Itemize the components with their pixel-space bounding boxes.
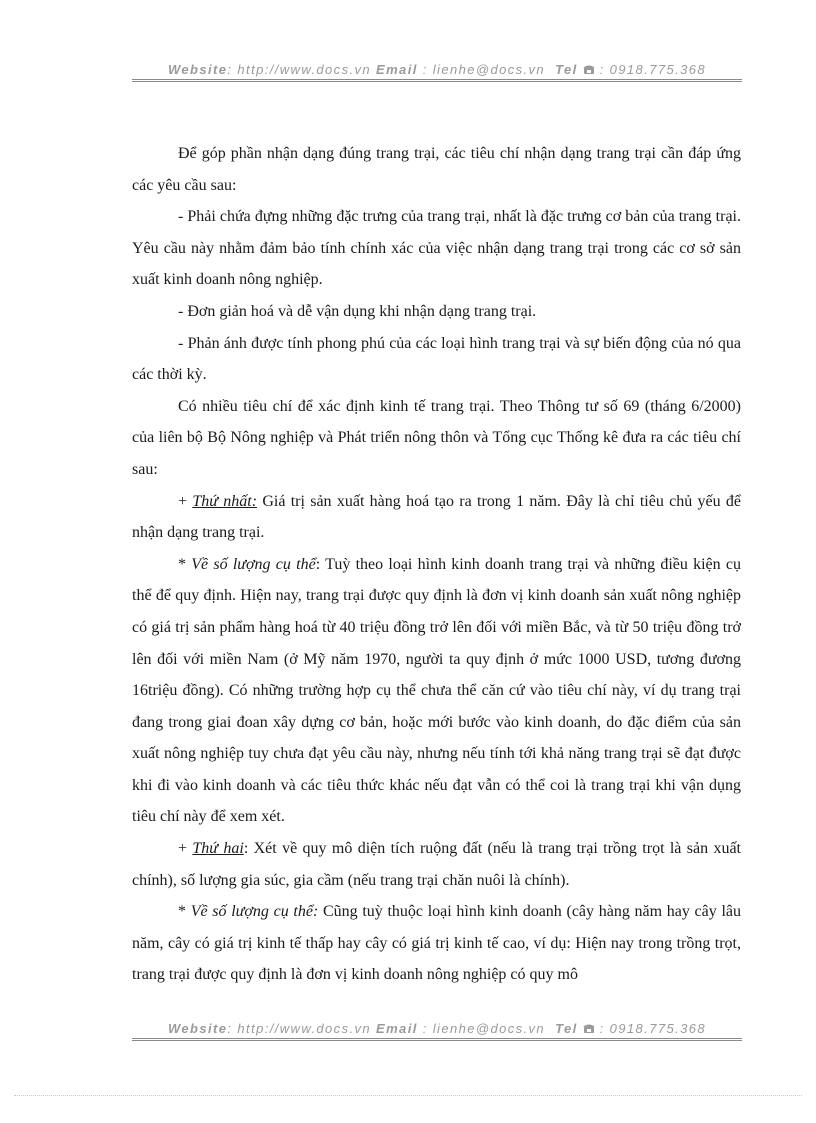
- section-label: Về số lượng cụ thể:: [190, 903, 319, 921]
- page-footer: [132, 1021, 742, 1036]
- paragraph-prefix: +: [178, 840, 193, 858]
- paragraph-text: Cũng tuỳ thuộc loại hình kinh doanh (cây hàng năm hay cây lâu năm, cây có giá trị kinh tế thấp hay cây có giá trị kinh tế cao, ví dụ: Hiện nay trong trồng trọt, trang trại được quy định là đơn vị kinh doanh nông nghiệp có quy mô: [132, 903, 741, 984]
- footer-rule: [132, 1038, 742, 1041]
- paragraph: - Phản ánh được tính phong phú của các loại hình trang trại và sự biến động của nó qua các thời kỳ.: [132, 334, 741, 384]
- footer-website-label: Website: [167, 1021, 228, 1036]
- footer-email-label: Email: [376, 1021, 418, 1036]
- section-label: Thứ nhất:: [192, 492, 258, 510]
- page-break-divider: [14, 1095, 802, 1096]
- paragraph-prefix: +: [178, 492, 193, 510]
- paragraph-text: : Xét về quy mô diện tích ruộng đất (nếu là trang trại trồng trọt là sản xuất chính), số lượng gia súc, gia cầm (nếu trang trại chăn nuôi là chính).: [132, 840, 742, 889]
- footer-tel-label: Tel: [555, 1021, 578, 1036]
- phone-icon: [583, 1021, 600, 1036]
- header-email-link[interactable]: : lienhe@docs.vn: [422, 62, 546, 77]
- paragraph: Có nhiều tiêu chí để xác định kinh tế trang trại. Theo Thông tư số 69 (tháng 6/2000) của liên bộ Bộ Nông nghiệp và Phát triển nông thôn và Tổng cục Thống kê đưa ra các tiêu chí sau:: [132, 397, 741, 478]
- paragraph: [132, 896, 741, 991]
- paragraph: [132, 833, 741, 896]
- section-label: Thứ hai: [192, 840, 244, 858]
- header-rule: [132, 79, 742, 82]
- header-tel-value: : 0918.775.368: [599, 62, 706, 77]
- paragraph-text: Giá trị sản xuất hàng hoá tạo ra trong 1 năm. Đây là chỉ tiêu chủ yếu để nhận dạng trang trại.: [132, 492, 742, 542]
- footer-tel-value: : 0918.775.368: [599, 1021, 706, 1036]
- document-body: [132, 138, 741, 991]
- paragraph-prefix: *: [178, 903, 191, 921]
- header-tel-label: Tel: [555, 62, 578, 77]
- paragraph-text: : Tuỳ theo loại hình kinh doanh trang trại và những điều kiện cụ thể để quy định. Hiện nay, trang trại được quy định là đơn vị kinh doanh sản xuất nông nghiệp có giá trị sản phẩm hàng hoá từ 40 triệu đồng trở lên đối với miền Bắc, và từ 50 triệu đồng trở lên đối với miền Nam (ở Mỹ năm 1970, người ta quy định ở mức 1000 USD, tương đương 16triệu đồng). Có những trường hợp cụ thể chưa thể căn cứ vào tiêu chí này, ví dụ trang trại đang trong giai đoan xây dựng cơ bản, hoặc mới bước vào kinh doanh, do đặc điểm của sản xuất nông nghiệp tuy chưa đạt yêu cầu này, nhưng nếu tính tới khả năng trang trại sẽ đạt được khi đi vào kinh doanh và các tiêu thức khác nếu đạt vẫn có thể coi là trang trại khi vận dụng tiêu chí này để xem xét.: [132, 555, 742, 826]
- section-label: Về số lượng cụ thể: [191, 555, 316, 573]
- footer-email-link[interactable]: : lienhe@docs.vn: [422, 1021, 546, 1036]
- footer-website-link[interactable]: : http://www.docs.vn: [227, 1021, 372, 1036]
- paragraph: - Đơn giản hoá và dễ vận dụng khi nhận dạng trang trại.: [178, 302, 537, 320]
- header-website-link[interactable]: : http://www.docs.vn: [227, 62, 372, 77]
- page-header: [132, 62, 742, 77]
- header-website-label: Website: [167, 62, 228, 77]
- header-email-label: Email: [376, 62, 418, 77]
- paragraph: [132, 549, 741, 833]
- paragraph: - Phải chứa đựng những đặc trưng của trang trại, nhất là đặc trưng cơ bản của trang trại. Yêu cầu này nhằm đảm bảo tính chính xác của việc nhận dạng trang trại trong các cơ sở sản xuất kinh doanh nông nghiệp.: [132, 208, 741, 289]
- phone-icon: [583, 62, 600, 77]
- paragraph-prefix: *: [178, 555, 192, 573]
- paragraph: Để góp phần nhận dạng đúng trang trại, các tiêu chí nhận dạng trang trại cần đáp ứng các yêu cầu sau:: [132, 145, 741, 194]
- paragraph: [132, 486, 741, 549]
